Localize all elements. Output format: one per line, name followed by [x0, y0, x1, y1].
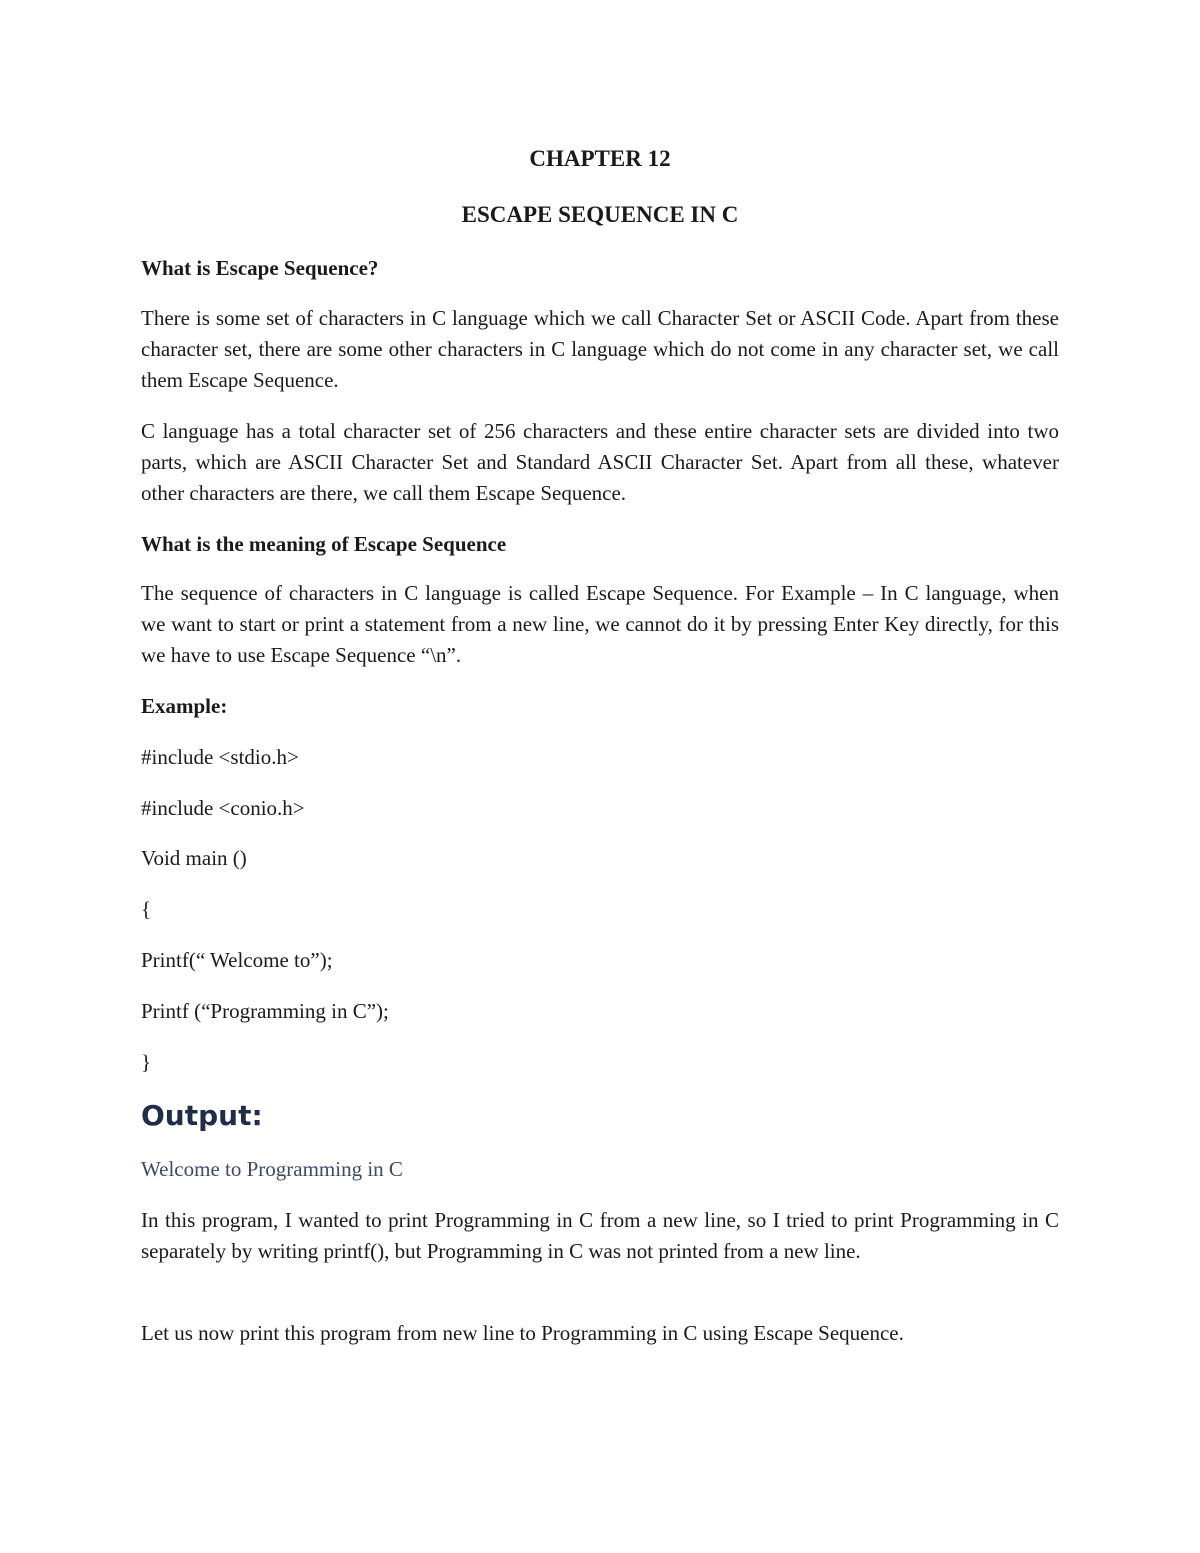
code-line-printf-welcome: Printf(“ Welcome to”); — [141, 948, 333, 972]
code-line-printf-programming: Printf (“Programming in C”); — [141, 999, 389, 1023]
output-result: Welcome to Programming in C — [141, 1157, 403, 1181]
code-line-include-stdio: #include <stdio.h> — [141, 745, 299, 769]
output-heading: Output: — [141, 1099, 263, 1132]
paragraph-explanation: In this program, I wanted to print Programming in C from a new line, so I tried to print Programming in C separately by writing printf(), but Programming in C was not printed from a new line. — [141, 1208, 1059, 1263]
section-heading-meaning: What is the meaning of Escape Sequence — [141, 532, 507, 556]
paragraph-conclusion: Let us now print this program from new line to Programming in C using Escape Sequence. — [141, 1321, 904, 1345]
section-heading-what-is: What is Escape Sequence? — [141, 256, 379, 280]
code-line-include-conio: #include <conio.h> — [141, 796, 305, 820]
chapter-title: CHAPTER 12 — [529, 146, 671, 171]
paragraph-character-set: C language has a total character set of 256 characters and these entire character sets are divided into two parts, which are ASCII Character Set and Standard ASCII Character Set. Apart from all these, whatever other characters are there, we call them Escape Sequence. — [141, 419, 1059, 505]
paragraph-meaning: The sequence of characters in C language is called Escape Sequence. For Example – In C language, when we want to start or print a statement from a new line, we cannot do it by pressing Enter Key directly, for this we have to use Escape Sequence “\n”. — [141, 581, 1059, 667]
code-line-open-brace: { — [141, 897, 152, 921]
code-line-void-main: Void main () — [141, 846, 247, 870]
paragraph-intro: There is some set of characters in C language which we call Character Set or ASCII Code. Apart from these character set, there are some other characters in C language which do not come in any character set, we call them Escape Sequence. — [141, 306, 1059, 392]
code-line-close-brace: } — [141, 1050, 152, 1074]
example-heading: Example: — [141, 694, 228, 718]
chapter-subtitle: ESCAPE SEQUENCE IN C — [461, 202, 739, 227]
